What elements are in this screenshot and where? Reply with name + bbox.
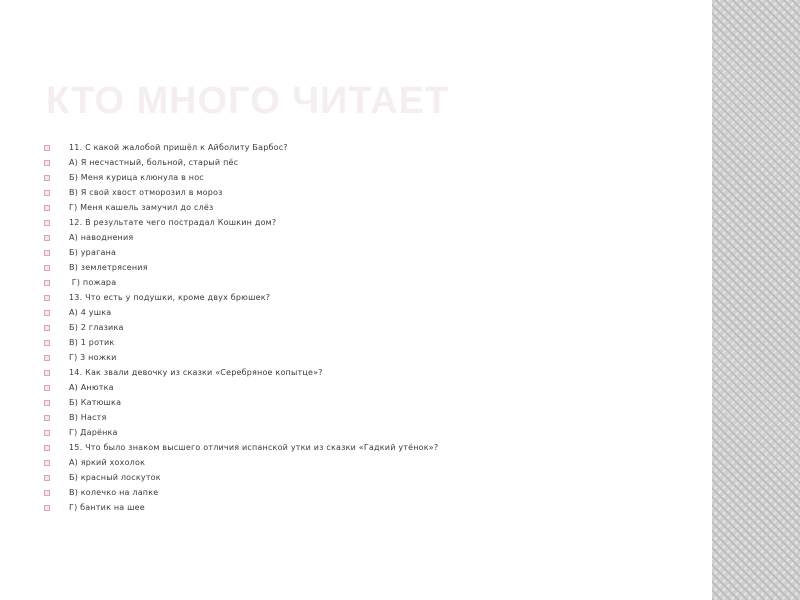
list-item-text: В) колечко на лапке [69,488,159,497]
list-item [44,245,438,260]
bullet-icon [44,145,50,151]
bullet-icon [44,175,50,181]
bullet-icon [44,340,50,346]
list-item [44,260,438,275]
list-item [44,170,438,185]
list-item-text: А) наводнения [69,233,134,242]
list-item [44,485,438,500]
list-item-text: Г) Меня кашель замучил до слёз [69,203,214,212]
list-item [44,335,438,350]
list-item [44,275,438,290]
list-item-text: В) 1 ротик [69,338,115,347]
list-item-text: В) Настя [69,413,107,422]
list-item-text: А) яркий хохолок [69,458,146,467]
list-item [44,215,438,230]
list-item-text: Г) пожара [69,278,117,287]
bullet-icon [44,265,50,271]
decorative-pattern-panel [712,0,800,600]
list-item [44,380,438,395]
bullet-icon [44,415,50,421]
list-item [44,470,438,485]
list-item-text: 14. Как звали девочку из сказки «Серебряное копытце»? [69,368,323,377]
list-item-text: Г) Дарёнка [69,428,118,437]
list-item [44,365,438,380]
list-item-text: Г) 3 ножки [69,353,117,362]
list-item-text: 12. В результате чего пострадал Кошкин дом? [69,218,277,227]
bullet-icon [44,475,50,481]
list-item [44,305,438,320]
list-item [44,155,438,170]
list-item-text: В) землетрясения [69,263,148,272]
slide-title: КТО МНОГО ЧИТАЕТ [46,80,450,122]
list-item-text: 11. С какой жалобой пришёл к Айболиту Барбос? [69,143,288,152]
bullet-icon [44,280,50,286]
list-item [44,395,438,410]
list-item [44,455,438,470]
bullet-icon [44,295,50,301]
bullet-icon [44,400,50,406]
list-item-text: А) 4 ушка [69,308,112,317]
bullet-icon [44,490,50,496]
list-item-text: Г) бантик на шее [69,503,145,512]
list-item [44,140,438,155]
list-item-text: Б) Катюшка [69,398,122,407]
bullet-icon [44,190,50,196]
list-item [44,500,438,515]
list-item [44,230,438,245]
list-item [44,200,438,215]
list-item [44,410,438,425]
list-item [44,350,438,365]
bullet-icon [44,160,50,166]
list-item-text: А) Анютка [69,383,114,392]
bullet-icon [44,460,50,466]
bullet-icon [44,235,50,241]
list-item-text: В) Я свой хвост отморозил в мороз [69,188,223,197]
list-item-text: Б) красный лоскуток [69,473,161,482]
bullet-icon [44,250,50,256]
list-item-text: А) Я несчастный, больной, старый пёс [69,158,239,167]
bullet-icon [44,310,50,316]
list-item [44,440,438,455]
list-item-text: Б) урагана [69,248,117,257]
list-item-text: Б) Меня курица клюнула в нос [69,173,204,182]
list-item-text: Б) 2 глазика [69,323,124,332]
list-item-text: 15. Что было знаком высшего отличия испанской утки из сказки «Гадкий утёнок»? [69,443,439,452]
question-list [44,140,438,515]
bullet-icon [44,445,50,451]
bullet-icon [44,325,50,331]
list-item-text: 13. Что есть у подушки, кроме двух брюшек? [69,293,271,302]
bullet-icon [44,385,50,391]
bullet-icon [44,505,50,511]
bullet-icon [44,430,50,436]
bullet-icon [44,355,50,361]
list-item [44,320,438,335]
bullet-icon [44,370,50,376]
list-item [44,185,438,200]
bullet-icon [44,205,50,211]
list-item [44,290,438,305]
list-item [44,425,438,440]
bullet-icon [44,220,50,226]
